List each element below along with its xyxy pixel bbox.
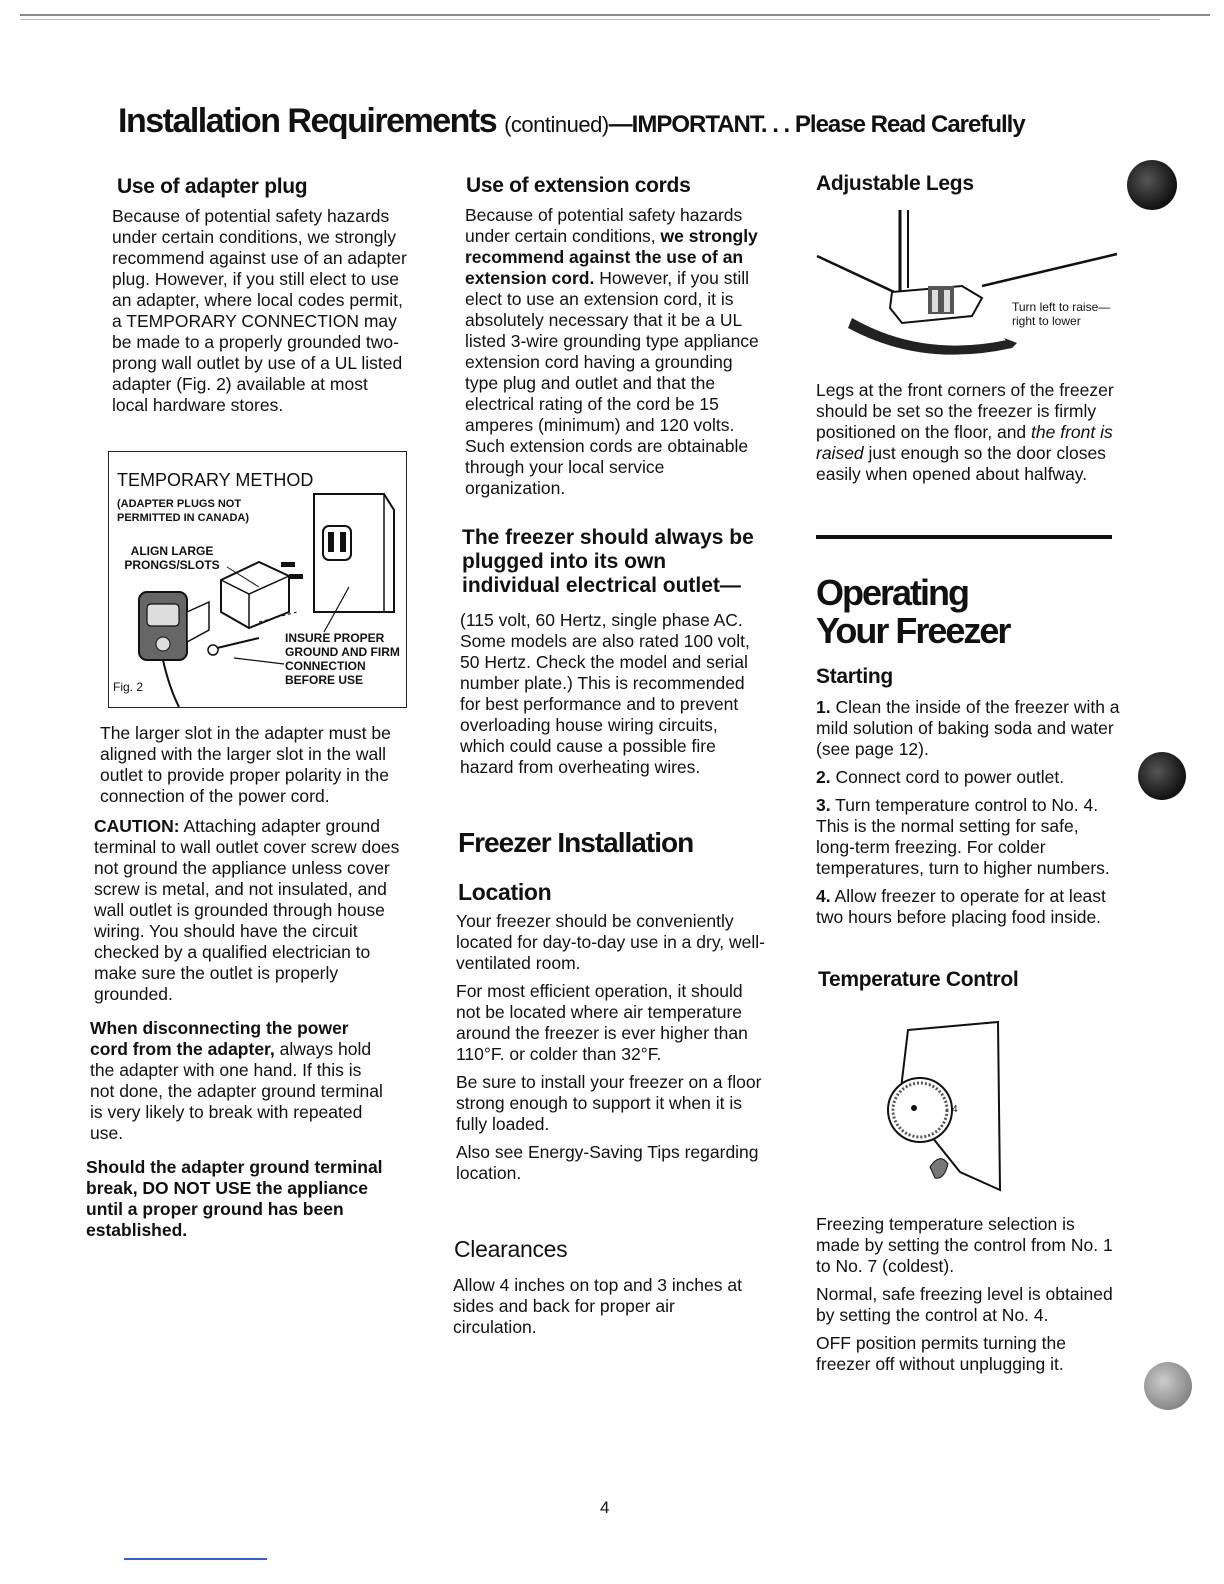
extension-cords-heading: Use of extension cords — [466, 174, 691, 197]
temp-paragraph-3: OFF position permits turning the freezer off without unplugging it. — [816, 1333, 1066, 1374]
step-4 — [816, 886, 1121, 928]
bottom-mark-line — [124, 1558, 267, 1560]
figure-2-box — [108, 451, 407, 708]
location-paragraph-1: Your freezer should be conveniently located for day-to-day use in a dry, well-ventilated room. — [456, 911, 765, 973]
binder-hole-2 — [1138, 752, 1186, 800]
location-heading: Location — [458, 879, 552, 905]
extension-bold: we strongly recommend against the use of an extension cord. — [465, 226, 758, 288]
clearances-heading: Clearances — [454, 1236, 568, 1262]
temperature-control-heading: Temperature Control — [818, 968, 1019, 991]
adjustable-legs-heading: Adjustable Legs — [816, 172, 974, 195]
temp-paragraph-2: Normal, safe freezing level is obtained by setting the control at No. 4. — [816, 1284, 1113, 1325]
step-4-text: Allow freezer to operate for at least two hours before placing food inside. — [816, 886, 1106, 927]
figure-title: TEMPORARY METHOD — [117, 470, 314, 490]
extension-text-a: Because of potential safety hazards under certain conditions, — [465, 205, 743, 246]
step-3 — [816, 795, 1121, 879]
legs-text-a: Legs at the front corners of the freezer should be set so the freezer is firmly positioned on the floor, and — [816, 380, 1114, 442]
adapter-plug-intro: Because of potential safety hazards under certain conditions, we strongly recommend against use of an adapter plug. However, if you still elect to use an adapter, where local codes permit, a TEMPORARY CONNECTION may be made to a properly grounded two-prong wall outlet by use of a UL listed adapter (Fig. 2) available at most local hardware stores. — [112, 206, 407, 415]
location-paragraph-3: Be sure to install your freezer on a floor strong enough to support it when it is fully loaded. — [456, 1072, 762, 1134]
adapter-plug-heading: Use of adapter plug — [117, 175, 308, 198]
page-title — [118, 102, 1025, 141]
freezer-installation-heading: Freezer Installation — [458, 827, 694, 858]
temperature-text — [816, 1214, 1116, 1382]
adjustable-leg-illustration — [812, 208, 1122, 378]
figure-number: Fig. 2 — [113, 680, 144, 694]
title-important: —IMPORTANT. . . Please Read Carefully — [608, 111, 1025, 138]
step-1 — [816, 697, 1121, 760]
top-border-line — [20, 14, 1210, 16]
disconnect-bold: When disconnecting the power cord from the adapter, — [90, 1018, 349, 1059]
caution-label: CAUTION: — [94, 816, 180, 836]
location-text — [456, 911, 766, 1191]
legs-text-italic: the front is raised — [816, 422, 1113, 463]
step-1-num: 1. — [816, 697, 831, 717]
figure-align-label: ALIGN LARGE PRONGS/SLOTS — [124, 544, 220, 572]
caution-text: Attaching adapter ground terminal to wall outlet cover screw does not ground the appliance unless cover screw is metal, and not insulated, and wall outlet is grounded through house wiring. You should have the circuit checked by a qualified electrician to make sure the outlet is properly grounded. — [94, 816, 400, 1004]
figure-note: (ADAPTER PLUGS NOT PERMITTED IN CANADA) — [117, 498, 249, 524]
extension-text-b: However, if you still elect to use an extension cord, it is absolutely necessary that it be a UL listed 3-wire grounding type appliance extension cord having a grounding type plug and outlet and that the electrical rating of the cord be 15 amperes (minimum) and 120 volts. Such extension cords are obtainable through your local service organization. — [465, 268, 759, 498]
step-3-text: Turn temperature control to No. 4. This is the normal setting for safe, long-term freezing. For colder temperatures, turn to higher numbers. — [816, 795, 1110, 878]
section-divider — [816, 535, 1112, 539]
disconnect-text: always hold the adapter with one hand. If this is not done, the adapter ground terminal is very likely to break with repeated use. — [90, 1039, 383, 1143]
title-main: Installation Requirements — [118, 102, 497, 140]
step-2 — [816, 767, 1121, 788]
location-paragraph-4: Also see Energy-Saving Tips regarding location. — [456, 1142, 759, 1183]
binder-hole-3 — [1144, 1362, 1192, 1410]
own-outlet-heading: The freezer should always be plugged into its own individual electrical outlet— — [462, 526, 754, 597]
binder-hole-1 — [1127, 160, 1177, 210]
top-border-line-thin — [20, 19, 1160, 20]
adapter-plug-illustration — [109, 452, 406, 707]
step-2-text: Connect cord to power outlet. — [835, 767, 1065, 787]
step-3-num: 3. — [816, 795, 831, 815]
temperature-dial-illustration — [880, 1012, 1010, 1197]
step-4-num: 4. — [816, 886, 831, 906]
own-outlet-text: (115 volt, 60 Hertz, single phase AC. Some models are also rated 100 volt, 50 Hertz. Check the model and serial number plate.) This is recommended for best performance and to prevent overloading house wiring circuits, which could cause a possible fire hazard from overheating wires. — [460, 610, 750, 777]
clearances-text: Allow 4 inches on top and 3 inches at sides and back for proper air circulation. — [453, 1275, 742, 1337]
step-2-num: 2. — [816, 767, 831, 787]
final-warning: Should the adapter ground terminal break, DO NOT USE the appliance until a proper ground has been established. — [86, 1157, 383, 1240]
legs-text-b: just enough so the door closes easily when opened about halfway. — [816, 443, 1106, 484]
polarity-text: The larger slot in the adapter must be aligned with the larger slot in the wall outlet to provide proper polarity in the connection of the power cord. — [100, 723, 391, 806]
operating-freezer-heading: Operating Your Freezer — [816, 572, 1010, 651]
title-continued: (continued) — [504, 112, 609, 137]
caution-paragraph — [94, 816, 404, 1005]
extension-cords-paragraph — [465, 205, 765, 499]
location-paragraph-2: For most efficient operation, it should not be located where air temperature around the freezer is ever higher than 110°F. or colder than 32°F. — [456, 981, 748, 1064]
starting-heading: Starting — [816, 665, 893, 688]
page-number: 4 — [600, 1498, 610, 1517]
legs-text — [816, 380, 1116, 485]
temp-paragraph-1: Freezing temperature selection is made by setting the control from No. 1 to No. 7 (coldest). — [816, 1214, 1113, 1276]
legs-caption: Turn left to raise— right to lower — [1012, 300, 1111, 328]
disconnect-paragraph — [90, 1018, 390, 1144]
dial-number-4: 4 — [952, 1104, 958, 1115]
figure-insure-label: INSURE PROPER GROUND AND FIRM CONNECTION BEFORE USE — [285, 631, 400, 687]
starting-steps — [816, 697, 1121, 935]
step-1-text: Clean the inside of the freezer with a mild solution of baking soda and water (see page 12). — [816, 697, 1120, 759]
